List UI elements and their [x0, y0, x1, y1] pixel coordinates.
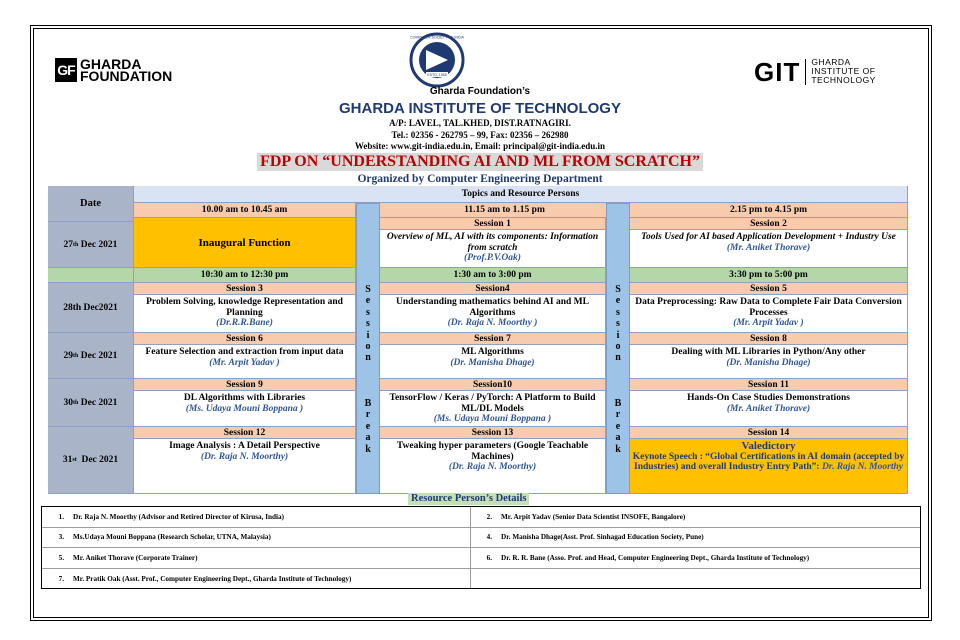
logo-left-line1: GHARDA: [80, 56, 142, 72]
session-label: Session 12: [134, 427, 356, 439]
time-slot: 10.00 am to 10.45 am: [134, 203, 356, 218]
logo-left-line2: FOUNDATION: [80, 68, 173, 84]
gf-mark: GF: [55, 58, 77, 82]
time-slot: 3:30 pm to 5:00 pm: [630, 268, 908, 283]
session-topic: Data Preprocessing: Raw Data to Complete Fair Data Conversion Processes: [635, 297, 902, 318]
session-label: Session 7: [380, 333, 606, 345]
session-topic: Dealing with ML Libraries in Python/Any other: [671, 347, 866, 357]
session-label: Session 9: [134, 379, 356, 391]
foundation-name: Gharda Foundation’s: [429, 86, 531, 97]
session-label: Session 2: [630, 218, 908, 230]
session-cell: [630, 230, 908, 268]
date-cell: 30 th Dec 2021: [48, 379, 134, 427]
session-cell: [630, 345, 908, 379]
session-cell: [630, 295, 908, 333]
topics-header: Topics and Resource Persons: [134, 186, 908, 203]
session-label: Session 8: [630, 333, 908, 345]
session-topic: Overview of ML, AI with its components: Information from scratch: [386, 232, 599, 253]
time-slot: 11.15 am to 1.15 pm: [380, 203, 630, 218]
session-label: Session4: [380, 283, 606, 295]
date-header: Date: [48, 186, 134, 222]
session-presenter: (Mr. Aniket Thorave): [726, 242, 811, 253]
session-topic: ML Algorithms: [461, 347, 524, 357]
seal-top: COMPUTER SOCIETY OF INDIA: [410, 35, 464, 40]
session-presenter: Dr. Raja N. Moorthy: [821, 462, 903, 472]
schedule-table: [48, 186, 908, 494]
institute-web: Website: www.git-india.edu.in, Email: principal@git-india.edu.in: [354, 141, 606, 151]
resource-persons-table: [41, 506, 921, 589]
table-row: 7. Mr. Pratik Oak (Asst. Prof., Computer Engineering Dept., Gharda Institute of Technology): [58, 574, 352, 583]
session-cell: [380, 230, 606, 268]
date-cell: 27 th Dec 2021: [48, 222, 134, 268]
date-cell: 31 st Dec 2021: [48, 427, 134, 494]
session-label: Session 3: [134, 283, 356, 295]
session-topic: Hands-On Case Studies Demonstrations: [687, 393, 850, 403]
time-slot: 2.15 pm to 4.15 pm: [630, 203, 908, 218]
table-row: 5. Mr. Aniket Thorave (Corporate Trainer) 6. Dr. R. R. Bane (Asso. Prof. and Head, Computer Engineering Dept., Gharda Institute of Technology): [42, 548, 920, 569]
fdp-title: FDP ON “UNDERSTANDING AI AND ML FROM SCRATCH”: [257, 153, 703, 171]
session-presenter: (Mr. Aniket Thorave): [726, 403, 811, 414]
git-logo: [754, 58, 876, 85]
organized-by: Organized by Computer Engineering Department: [357, 173, 603, 185]
resource-person: Mr. Pratik Oak (Asst. Prof., Computer Engineering Dept., Gharda Institute of Technology): [73, 574, 352, 583]
session-label: Session 6: [134, 333, 356, 345]
session-presenter: (Dr. Manisha Dhage): [726, 357, 811, 368]
table-row: 1. Dr. Raja N. Moorthy (Advisor and Retired Director of Kirusa, India) 2. Mr. Arpit Yadav (Senior Data Scientist INSOFE, Bangalore): [42, 507, 920, 528]
valedictory-cell: [630, 439, 908, 494]
session-topic: Image Analysis : A Detail Perspective: [169, 441, 320, 451]
time-slot: 1:30 am to 3:00 pm: [380, 268, 606, 283]
session-presenter: (Dr. Raja N. Moorthy ): [447, 318, 538, 328]
seal-est: ESTD. 1965: [427, 73, 447, 77]
git-mark: GIT: [754, 56, 801, 87]
session-break-column: S e s s i o n B r e a k: [356, 203, 380, 494]
resource-person: Mr. Aniket Thorave (Corporate Trainer): [73, 553, 198, 562]
inaugural-function: Inaugural Function: [134, 218, 356, 268]
session-cell: [380, 439, 606, 494]
resource-person: Dr. Manisha Dhage(Asst. Prof. Sinhagad Education Society, Pune): [501, 533, 704, 542]
csi-seal-logo: [402, 32, 472, 88]
session-break-column: S e s s i o n B r e a k: [606, 203, 630, 494]
session-label: Session 11: [630, 379, 908, 391]
session-topic: Understanding mathematics behind AI and ML Algorithms: [396, 297, 589, 318]
session-presenter: (Mr. Arpit Yadav ): [209, 357, 280, 368]
logo-right-line2: INSTITUTE OF: [811, 66, 876, 76]
session-topic: DL Algorithms with Libraries: [183, 393, 306, 403]
session-label: Session 5: [630, 283, 908, 295]
session-presenter: (Dr.R.R.Bane): [216, 318, 273, 328]
gharda-foundation-logo: [55, 58, 172, 82]
session-cell: [630, 391, 908, 427]
date-cell: 28th Dec2021: [48, 283, 134, 333]
session-topic: Problem Solving, knowledge Representation and Planning: [146, 297, 343, 318]
resource-person: Dr. R. R. Bane (Asso. Prof. and Head, Computer Engineering Dept., Gharda Institute of Technology): [501, 553, 810, 562]
keynote-text: Keynote Speech : “Global Certifications in AI domain (accepted by Industries) and overall Industry Entry Path”:: [632, 451, 905, 472]
logo-right-line3: TECHNOLOGY: [811, 75, 876, 85]
session-label: Session 13: [380, 427, 606, 439]
session-topic: TensorFlow / Keras / PyTorch: A Platform to Build ML/DL Models: [389, 393, 596, 414]
session-presenter: (Mr. Arpit Yadav ): [733, 318, 804, 328]
session-presenter: (Dr. Raja N. Moorthy): [200, 451, 289, 462]
session-label: Session 1: [380, 218, 606, 230]
session-presenter: (Dr. Raja N. Moorthy): [448, 462, 537, 472]
session-cell: [380, 295, 606, 333]
session-presenter: (Ms. Udaya Mouni Boppana ): [185, 403, 304, 414]
resource-person: Ms.Udaya Mouni Boppana (Research Scholar, UTNA, Malaysia): [73, 533, 271, 542]
session-label: Session10: [380, 379, 606, 391]
resource-persons-title: Resource Person’s Details: [408, 493, 529, 505]
session-presenter: (Dr. Manisha Dhage): [450, 357, 535, 368]
session-presenter: (Prof.P.V.Oak): [464, 253, 521, 263]
logo-right-line1: GHARDA: [811, 57, 851, 67]
session-topic: Tools Used for AI based Application Development + Industry Use: [641, 232, 896, 242]
session-presenter: (Ms. Udaya Mouni Boppana ): [433, 414, 552, 424]
session-cell: [134, 295, 356, 333]
session-cell: [380, 345, 606, 379]
session-cell: [134, 391, 356, 427]
session-topic: Tweaking hyper parameters (Google Teachable Machines): [396, 441, 589, 462]
institute-address: A/P: LAVEL, TAL.KHED, DIST.RATNAGIRI.: [389, 118, 571, 128]
session-label: Session 14: [630, 427, 908, 439]
session-cell: [134, 439, 356, 494]
institute-tel: Tel.: 02356 - 262795 – 99, Fax: 02356 – 262980: [391, 130, 569, 140]
session-cell: [134, 345, 356, 379]
date-cell: 29 th Dec 2021: [48, 333, 134, 379]
valedictory-title: Valedictory: [741, 440, 796, 452]
resource-person: Mr. Arpit Yadav (Senior Data Scientist INSOFE, Bangalore): [501, 512, 686, 521]
session-cell: [380, 391, 606, 427]
time-slot: 10:30 am to 12:30 pm: [134, 268, 356, 283]
institute-name: GHARDA INSTITUTE OF TECHNOLOGY: [339, 100, 621, 117]
session-topic: Feature Selection and extraction from input data: [145, 347, 344, 357]
table-row: 3. Ms.Udaya Mouni Boppana (Research Scholar, UTNA, Malaysia) 4. Dr. Manisha Dhage(Asst. Prof. Sinhagad Education Society, Pune): [42, 528, 920, 549]
resource-person: Dr. Raja N. Moorthy (Advisor and Retired Director of Kirusa, India): [73, 512, 285, 521]
